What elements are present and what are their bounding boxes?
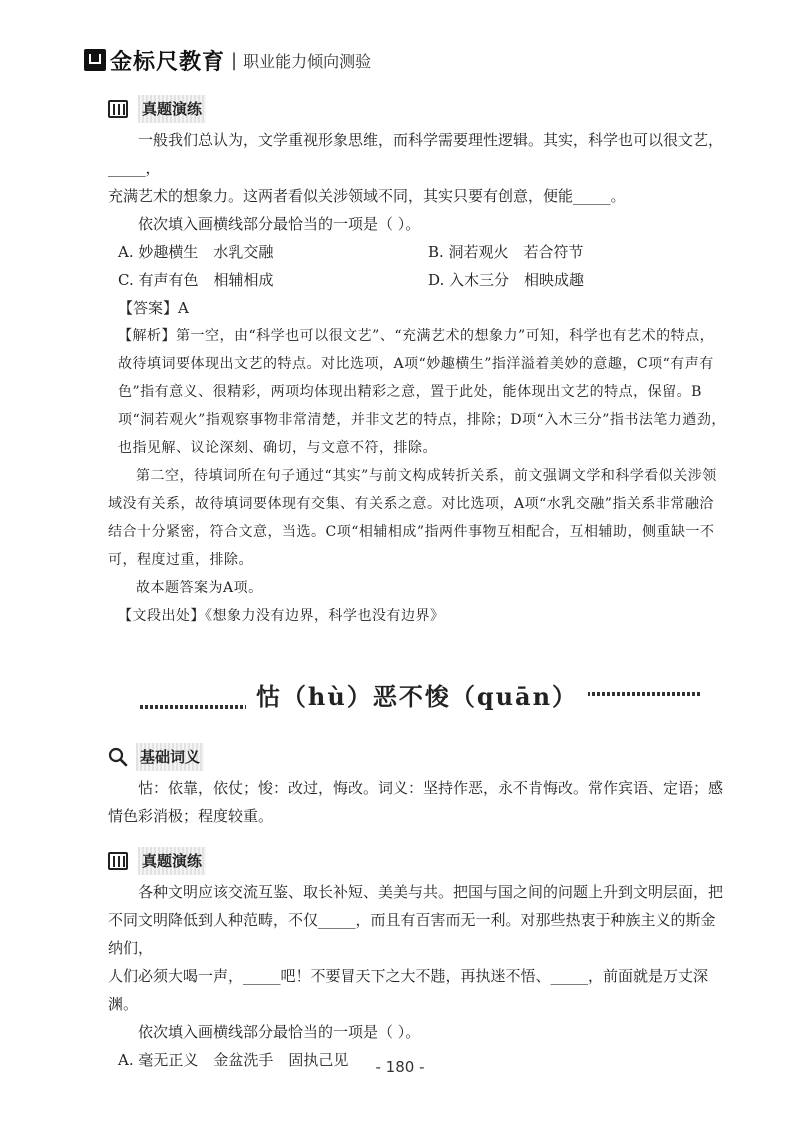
source-citation: 【文段出处】《想象力没有边界，科学也没有边界》 <box>118 608 445 624</box>
option-d: D. 入木三分 相映成趣 <box>428 271 585 289</box>
analysis-paragraph: 第二空，待填词所在句子通过“其实”与前文构成转折关系，前文强调文学和科学看似关涉领域没有关系，故待填词要体现有交集、有关系之意。对比选项，A项“水乳交融”指关系非常融洽结合十分紧密，符合文意，当选。C项“相辅相成”指两件事物互相配合，互相辅助，侧重缺一不可，程度过重，排除。 <box>108 468 717 568</box>
page-number: - 180 - <box>375 1058 425 1076</box>
question-prompt: 依次填入画横线部分最恰当的一项是（ ）。 <box>138 1023 421 1041</box>
section-title: 真题演练 <box>138 95 206 123</box>
question-prompt: 依次填入画横线部分最恰当的一项是（ ）。 <box>138 215 421 233</box>
section-heading-meaning <box>108 740 726 774</box>
option-a: A. 妙趣横生 水乳交融 <box>118 243 274 261</box>
answer: 【答案】A <box>118 299 189 317</box>
section-heading-practice-2 <box>108 844 726 878</box>
question-line: 充满艺术的想象力。这两者看似关涉领域不同，其实只要有创意，便能_____。 <box>108 187 626 205</box>
idiom-banner <box>108 658 726 736</box>
page-content <box>108 88 726 1074</box>
page-header <box>84 42 371 78</box>
meaning-text: 怙：依靠，依仗；悛：改过，悔改。词义：坚持作恶，永不肯悔改。常作宾语、定语；感情色彩消极；程度较重。 <box>108 779 724 825</box>
idiom-title: 怙（hù）恶不悛（quān） <box>246 683 588 711</box>
brand-logo-icon <box>84 49 106 71</box>
question-line: 一般我们总认为，文学重视形象思维，而科学需要理性逻辑。其实，科学也可以很文艺，_____， <box>108 131 724 177</box>
section-title: 真题演练 <box>138 847 206 875</box>
decorative-notch <box>533 710 574 725</box>
equalizer-icon <box>108 852 128 870</box>
option-a: A. 毫无正义 金盆洗手 固执己见 <box>118 1051 349 1069</box>
option-c: C. 有声有色 相辅相成 <box>118 271 274 289</box>
analysis-paragraph: 【解析】第一空，由“科学也可以很文艺”、“充满艺术的想象力”可知，科学也有艺术的特点，故待填词要体现出文艺的特点。对比选项，A项“妙趣横生”指洋溢着美妙的意趣，C项“有声有色”指有意义、很精彩，两项均体现出精彩之意，置于此处，能体现出文艺的特点，保留。B项“洞若观火”指观察事物非常清楚，并非文艺的特点，排除；D项“入木三分”指书法笔力遒劲，也指见解、议论深刻、确切，与文意不符，排除。 <box>118 328 726 456</box>
header-subtitle: 职业能力倾向测验 <box>243 51 372 71</box>
equalizer-icon <box>108 100 128 118</box>
section-title: 基础词义 <box>136 743 204 771</box>
options-grid <box>108 238 726 294</box>
header-separator: | <box>231 49 238 71</box>
brand-name: 金标尺教育 <box>110 49 226 75</box>
section-heading-practice-1 <box>108 92 726 126</box>
question-line: 不同文明降低到人种范畴，不仅_____，而且有百害而无一利。对那些热衷于种族主义的斯金纳们， <box>108 911 716 957</box>
option-b: B. 洞若观火 若合符节 <box>428 243 584 261</box>
question-line: 人们必须大喝一声，_____吧！不要冒天下之大不韪，再执迷不悟、_____，前面就是万丈深渊。 <box>108 967 709 1013</box>
analysis-paragraph: 故本题答案为A项。 <box>136 580 263 596</box>
question-line: 各种文明应该交流互鉴、取长补短、美美与共。把国与国之间的问题上升到文明层面，把 <box>138 883 724 901</box>
analysis-block <box>108 322 726 630</box>
search-icon <box>108 747 128 767</box>
